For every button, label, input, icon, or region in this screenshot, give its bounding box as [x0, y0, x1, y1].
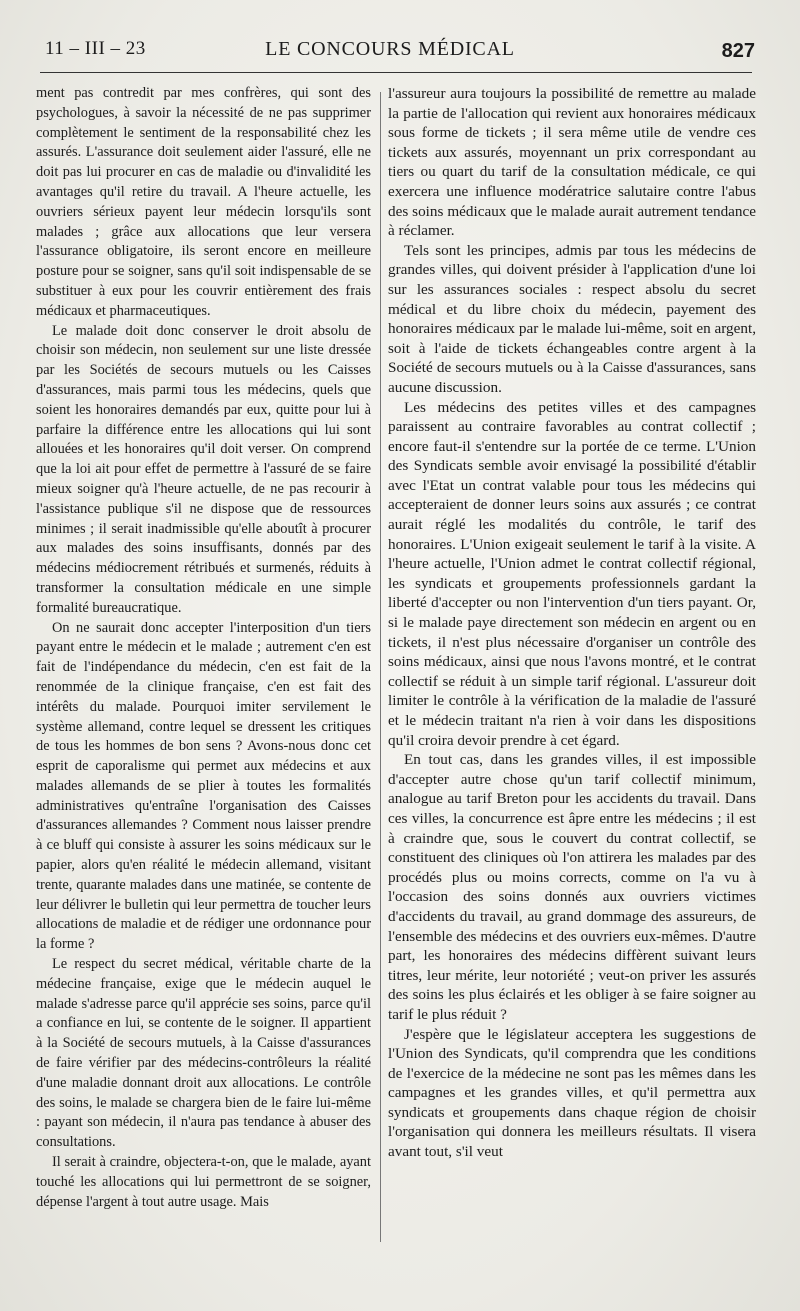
paragraph: Tels sont les principes, admis par tous les médecins de grandes villes, qui doivent présider à l'application d'une loi sur les assurances sociales : respect absolu du secret médical et du libre choix du médecin, payement des honoraires médicaux par le malade lui-même, soit en argent, soit à l'aide de tickets échangeables contre argent à la Société de secours mutuels ou à la Caisse d'assurances, sans aucune discussion.	[388, 241, 756, 396]
paragraph: On ne saurait donc accepter l'interposition d'un tiers payant entre le médecin et le malade ; autrement c'en est fait de l'indépendance du médecin, c'en est fait de la renommée de la clinique française, c'en est fait des intérêts du malade. Pourquoi imiter servilement le système allemand, contre lequel se dressent les critiques de tous les hommes de bon sens ? Avons-nous donc cet esprit de caporalisme qui permet aux médecins et aux malades allemands de se plier à toutes les formalités administratives qu'entraîne l'organisation des Caisses d'assurances allemandes ? Comment nous laisser prendre à ce bluff qui consiste à assurer les soins médicaux sur le papier, alors qu'en réalité le médecin allemand, visitant trente, quarante malades dans une matinée, se contente de leur délivrer le bulletin qui leur permettra de toucher leurs allocations de maladie et de rédiger une ordonnance pour la forme ?	[36, 619, 371, 953]
left-column	[36, 84, 371, 1212]
journal-title: LE CONCOURS MÉDICAL	[265, 38, 515, 60]
paragraph: l'assureur aura toujours la possibilité de remettre au malade la partie de l'allocation qui revient aux honoraires médicaux sous forme de tickets ; il sera même utile de vendre ces tickets aux assurés, moyennant un prix correspondant au tiers ou quart du tarif de la consultation médicale, ce qui exercera une influence modératrice salutaire contre l'abus des soins médicaux que le malade aurait autrement tendance à réclamer.	[388, 85, 756, 240]
running-header	[40, 36, 755, 66]
paragraph: Le malade doit donc conserver le droit absolu de choisir son médecin, non seulement sur une liste dressée par les Sociétés de secours mutuels ou les Caisses d'assurances, mais parmi tous les médecins, quels que soient les honoraires demandés par eux, quitte pour lui à parfaire la différence entre les allocations qui lui sont allouées et les honoraires qu'il doit verser. On comprend que la loi ait pour effet de permettre à l'assuré de se faire mieux soigner qu'à l'heure actuelle, de ne pas recourir à l'assistance publique s'il ne dispose que de ressources minimes ; il serait inadmissible qu'elle aboutît à procurer aux malades des soins insuffisants, donnés par des médecins médiocrement rétribués et surmenés, réduits à transformer la consultation médicale en une simple formalité bureaucratique.	[36, 322, 371, 616]
paragraph: Le respect du secret médical, véritable charte de la médecine française, exige que le médecin auquel le malade s'adresse parce qu'il apprécie ses soins, parce qu'il a confiance en lui, se contente de le soigner. Il appartient à la Société de secours mutuels, à la Caisse d'assurances de faire vérifier par des médecins-contrôleurs la réalité d'une maladie donnant droit aux allocations. Le contrôle des soins, le malade se chargera bien de le faire lui-même : payant son médecin, il n'aura pas tendance à abuser des consultations.	[36, 956, 371, 1151]
column-divider	[380, 92, 381, 1242]
issue-reference: 11 – III – 23	[45, 38, 146, 59]
paragraph: ment pas contredit par mes confrères, qui sont des psychologues, à savoir la nécessité de ne pas supprimer complètement le sentiment de la responsabilité chez les assurés. L'assurance doit seulement aider l'assuré, elle ne doit pas lui procurer en cas de maladie ou d'invalidité les avantages qu'il retire du travail. A l'heure actuelle, les ouvriers sérieux payent leur médecin lorsqu'ils sont malades ; grâce aux allocations que leur versera l'assurance obligatoire, ils seront encore en meilleure posture pour se soigner, sans qu'il soit indispensable de se substituer à eux pour les couvrir entièrement des frais médicaux et pharmaceutiques.	[36, 85, 371, 319]
right-column	[388, 84, 756, 1162]
paragraph: Il serait à craindre, objectera-t-on, que le malade, ayant touché les allocations qui lui permettront de se soigner, dépense l'argent à tout autre usage. Mais	[36, 1154, 371, 1210]
header-rule	[40, 72, 752, 73]
paragraph: J'espère que le législateur acceptera les suggestions de l'Union des Syndicats, qu'il comprendra que les conditions de l'exercice de la médecine ne sont pas les mêmes dans les campagnes et les grandes villes, et qu'il permettra aux syndicats et groupements dans chaque région de choisir l'organisation qui donnera les meilleurs résultats. Il visera avant tout, s'il veut	[388, 1025, 756, 1161]
page-number: 827	[721, 40, 755, 62]
paragraph: Les médecins des petites villes et des campagnes paraissent au contraire favorables au contrat collectif ; encore faut-il s'entendre sur la portée de ce terme. L'Union des Syndicats semble avoir envisagé la possibilité d'établir avec l'Etat un contrat valable pour tous les médecins qui accepteraient de donner leurs soins aux assurés ; ce contrat aurait réglé les modalités du contrôle, le tarif des honoraires. L'Union exigeait seulement le tarif à la visite. A l'heure actuelle, l'Union admet le contrat collectif régional, les syndicats et groupements professionnels gardant la liberté d'accepter ou non l'intervention d'un tiers payant. Or, si le malade paye directement son médecin en argent ou en tickets, il n'est plus nécessaire d'organiser un contrôle des soins médicaux, ainsi que nous l'avons montré, et le contrat collectif se réduit à un simple tarif régional. L'assureur doit limiter le contrôle à la vérification de la maladie de l'assuré et le médecin traitant n'a rien à voir dans les dispositions qu'il croira devoir prendre à cet égard.	[388, 398, 756, 749]
paragraph: En tout cas, dans les grandes villes, il est impossible d'accepter autre chose qu'un tarif collectif minimum, analogue au tarif Breton pour les accidents du travail. Dans ces villes, la concurrence est âpre entre les médecins ; il est à craindre que, sous le couvert du contrat collectif, se constituent des cliniques où l'on attirera les malades par des procédés plus ou moins corrects, comme on l'a vu à l'occasion des soins donnés aux ouvriers victimes d'accidents du travail, au grand dommage des assureurs, de l'ensemble des médecins et des ouvriers eux-mêmes. D'autre part, les honoraires des médecins diffèrent suivant leurs titres, leur mérite, leur notoriété ; veut-on priver les assurés des soins les plus éclairés et les obliger à se faire soigner au tarif le plus réduit ?	[388, 751, 756, 1023]
